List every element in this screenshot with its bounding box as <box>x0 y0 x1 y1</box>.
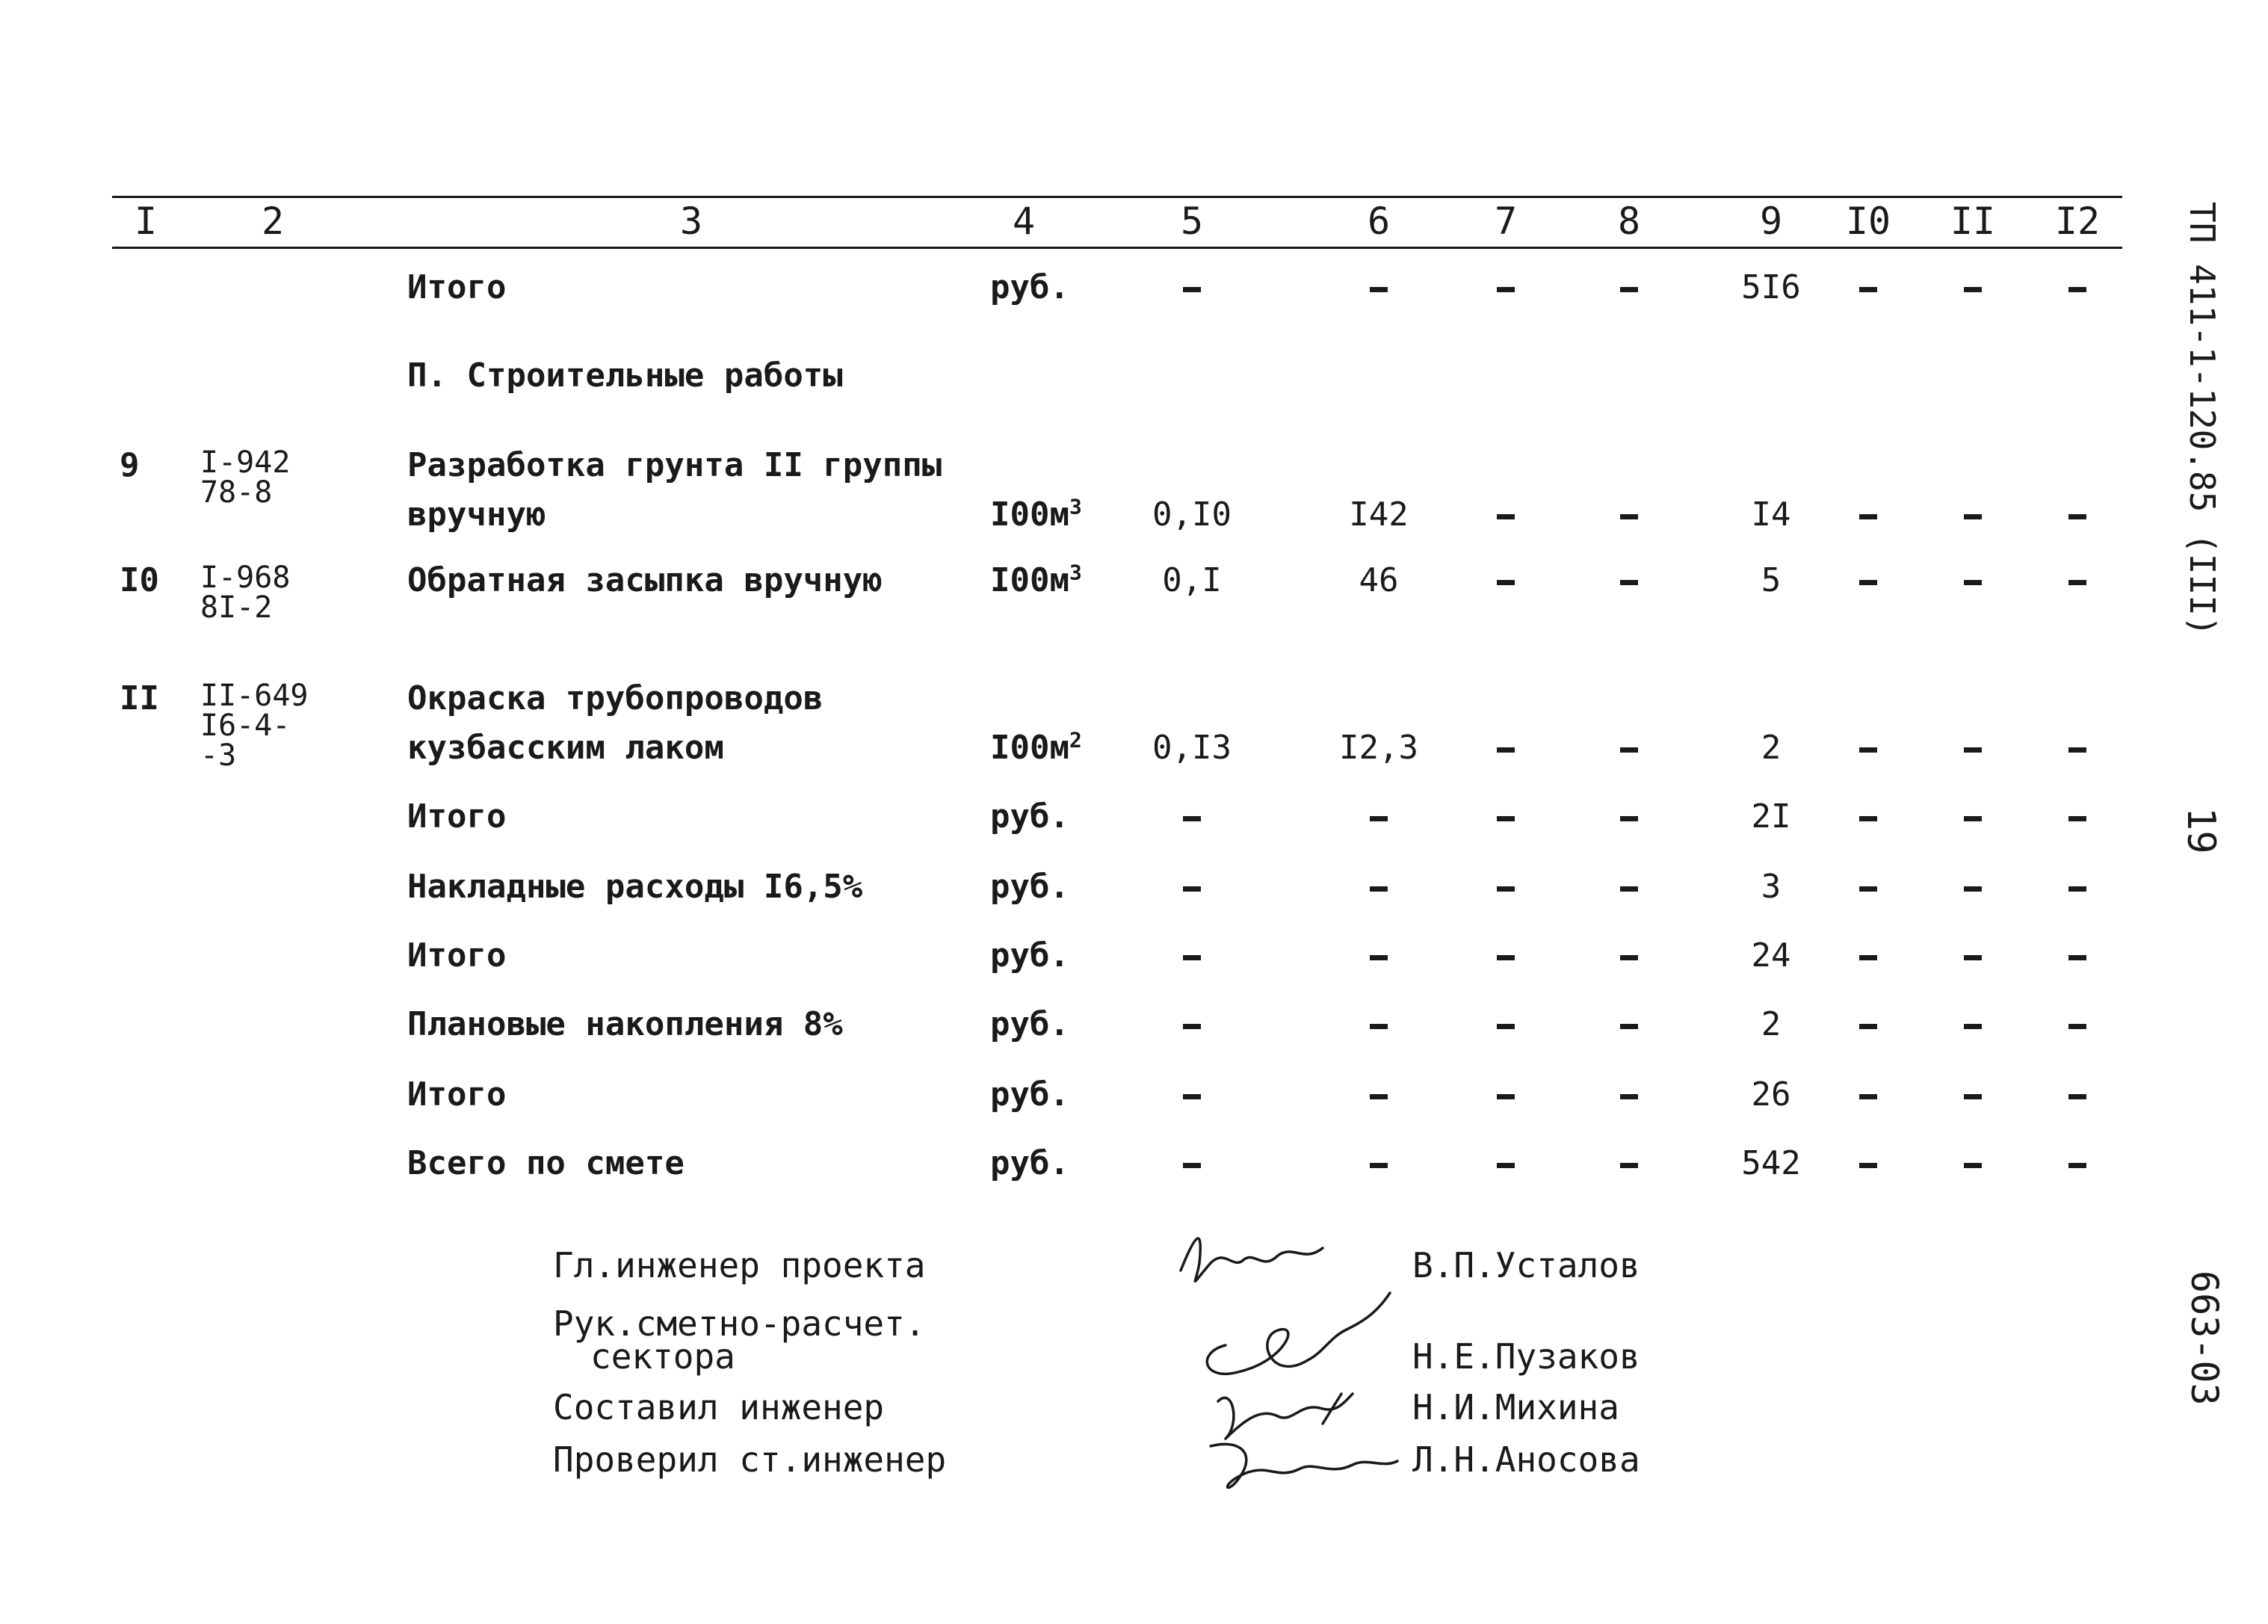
cell-c7 <box>1439 1145 1573 1182</box>
cell-c6 <box>1311 1145 1446 1182</box>
unit <box>990 937 1069 975</box>
row-number: II <box>120 679 159 717</box>
signer-role: Рук.сметно-расчет. <box>553 1303 926 1344</box>
work-description: Обратная засыпка вручную <box>407 561 883 599</box>
cell-c9: 24 <box>1751 936 1791 975</box>
cell-c9: 2 <box>1761 729 1782 767</box>
unit-text: руб. <box>990 797 1069 836</box>
unit <box>990 1006 1069 1043</box>
column-header-12: I2 <box>2054 200 2101 243</box>
cell-c9: 5 <box>1761 561 1782 599</box>
norm-code-line: I6-4- <box>200 708 291 743</box>
work-description: Окраска трубопроводов <box>407 679 824 717</box>
header-bottom-rule <box>112 247 2122 249</box>
norm-code-line: II-649 <box>200 679 309 713</box>
unit-exponent: 3 <box>1069 560 1082 585</box>
unit <box>990 729 1082 767</box>
cell-c8 <box>1562 269 1696 306</box>
handwritten-signature <box>1173 1218 1382 1308</box>
cell-c7 <box>1439 798 1573 836</box>
norm-code-line: I-942 <box>200 445 291 480</box>
column-header-3: 3 <box>679 200 703 243</box>
cell-c5 <box>1125 798 1259 836</box>
column-header-8: 8 <box>1617 200 1641 243</box>
work-description: Итого <box>407 268 507 306</box>
cell-c7 <box>1439 269 1573 306</box>
cell-c12 <box>2010 562 2145 599</box>
column-header-10: I0 <box>1845 200 1891 243</box>
cell-c6 <box>1311 1076 1446 1114</box>
column-header-7: 7 <box>1494 200 1518 243</box>
work-description-line2: кузбасским лаком <box>407 729 724 767</box>
cell-c5 <box>1125 1076 1259 1114</box>
cell-c6 <box>1311 937 1446 975</box>
cell-c12 <box>2010 269 2145 306</box>
norm-code-line: 8I-2 <box>200 590 273 625</box>
document-code: ТП 411-1-120.85 (III) <box>2182 202 2222 637</box>
cell-c6: I42 <box>1349 495 1409 534</box>
work-description: Накладные расходы I6,5% <box>407 868 863 906</box>
unit-text: руб. <box>990 936 1069 975</box>
work-description-line2: вручную <box>407 495 546 534</box>
cell-c12 <box>2010 1006 2145 1043</box>
cell-c5 <box>1125 1145 1259 1182</box>
column-header-6: 6 <box>1367 200 1391 243</box>
cell-c9: 5I6 <box>1741 268 1801 306</box>
cell-c9: 26 <box>1751 1075 1791 1114</box>
cell-c12 <box>2010 937 2145 975</box>
cell-c7 <box>1439 496 1573 534</box>
cell-c8 <box>1562 496 1696 534</box>
signer-role-line2: сектора <box>590 1336 735 1377</box>
norm-code-line: -3 <box>200 738 237 773</box>
cell-c7 <box>1439 868 1573 906</box>
cell-c5 <box>1125 868 1259 906</box>
cell-c8 <box>1562 1076 1696 1114</box>
cell-c5 <box>1125 1006 1259 1043</box>
signer-name: В.П.Усталов <box>1412 1245 1640 1285</box>
section-title: П. Строительные работы <box>407 356 843 395</box>
cell-c5: 0,I0 <box>1152 495 1232 534</box>
unit-exponent: 3 <box>1069 494 1082 519</box>
work-description: Разработка грунта II группы <box>407 446 942 484</box>
unit-text: I00м <box>990 561 1069 599</box>
column-header-2: 2 <box>261 200 285 243</box>
unit <box>990 798 1069 836</box>
norm-code-line: I-968 <box>200 561 291 595</box>
cell-c8 <box>1562 562 1696 599</box>
cell-c6 <box>1311 798 1446 836</box>
handwritten-signature <box>1196 1431 1405 1521</box>
signature-stroke <box>1181 1238 1323 1281</box>
signer-name: Л.Н.Аносова <box>1412 1439 1640 1480</box>
signature-stroke <box>1211 1444 1397 1487</box>
cell-c9: 3 <box>1761 868 1782 906</box>
signer-role: Проверил ст.инженер <box>553 1439 947 1480</box>
cell-c12 <box>2010 798 2145 836</box>
cell-c7 <box>1439 937 1573 975</box>
work-description: Итого <box>407 936 507 975</box>
signature-stroke <box>1207 1293 1390 1374</box>
work-description: Итого <box>407 797 507 836</box>
column-header-4: 4 <box>1012 200 1036 243</box>
row-number: 9 <box>120 446 140 484</box>
cell-c9: I4 <box>1751 495 1791 534</box>
row-number: I0 <box>120 561 159 599</box>
cell-c7 <box>1439 729 1573 767</box>
page-number: 19 <box>2178 807 2223 854</box>
cell-c9: 2 <box>1761 1005 1782 1043</box>
work-description: Итого <box>407 1075 507 1114</box>
cell-c8 <box>1562 798 1696 836</box>
work-description: Всего по смете <box>407 1144 685 1182</box>
cell-c8 <box>1562 868 1696 906</box>
cell-c8 <box>1562 937 1696 975</box>
signer-name: Н.И.Михина <box>1412 1387 1619 1427</box>
column-header-9: 9 <box>1759 200 1783 243</box>
column-header-5: 5 <box>1180 200 1204 243</box>
cell-c6 <box>1311 269 1446 306</box>
cell-c12 <box>2010 868 2145 906</box>
signer-name: Н.Е.Пузаков <box>1412 1336 1640 1377</box>
unit-text: руб. <box>990 268 1069 306</box>
unit <box>990 868 1069 906</box>
unit-text: I00м <box>990 729 1069 767</box>
unit-text: руб. <box>990 1005 1069 1043</box>
unit-text: руб. <box>990 1144 1069 1182</box>
cell-c5: 0,I3 <box>1152 729 1232 767</box>
unit-text: руб. <box>990 1075 1069 1114</box>
unit-text: руб. <box>990 868 1069 906</box>
cell-c12 <box>2010 1145 2145 1182</box>
norm-code-line: 78-8 <box>200 475 273 510</box>
archive-number: 663-03 <box>2183 1271 2226 1406</box>
signer-role: Гл.инженер проекта <box>553 1245 926 1285</box>
cell-c8 <box>1562 1006 1696 1043</box>
cell-c5: 0,I <box>1162 561 1222 599</box>
unit <box>990 496 1082 534</box>
cell-c5 <box>1125 269 1259 306</box>
cell-c7 <box>1439 1076 1573 1114</box>
cell-c6: I2,3 <box>1339 729 1418 767</box>
cell-c7 <box>1439 562 1573 599</box>
signer-role: Составил инженер <box>553 1387 885 1427</box>
cell-c12 <box>2010 1076 2145 1114</box>
cell-c12 <box>2010 729 2145 767</box>
unit <box>990 1076 1069 1114</box>
column-header-11: II <box>1950 200 1996 243</box>
unit <box>990 269 1069 306</box>
unit <box>990 1145 1069 1182</box>
cell-c9: 2I <box>1751 797 1791 836</box>
header-top-rule <box>112 196 2122 198</box>
cell-c12 <box>2010 496 2145 534</box>
cell-c7 <box>1439 1006 1573 1043</box>
cell-c5 <box>1125 937 1259 975</box>
unit-exponent: 2 <box>1069 727 1082 753</box>
cell-c8 <box>1562 729 1696 767</box>
cell-c6 <box>1311 1006 1446 1043</box>
cell-c8 <box>1562 1145 1696 1182</box>
handwritten-signature <box>1196 1300 1405 1390</box>
cell-c6: 46 <box>1359 561 1399 599</box>
work-description: Плановые накопления 8% <box>407 1005 843 1043</box>
cell-c9: 542 <box>1741 1144 1801 1182</box>
column-header-1: I <box>134 200 158 243</box>
cell-c6 <box>1311 868 1446 906</box>
unit <box>990 562 1082 599</box>
unit-text: I00м <box>990 495 1069 534</box>
